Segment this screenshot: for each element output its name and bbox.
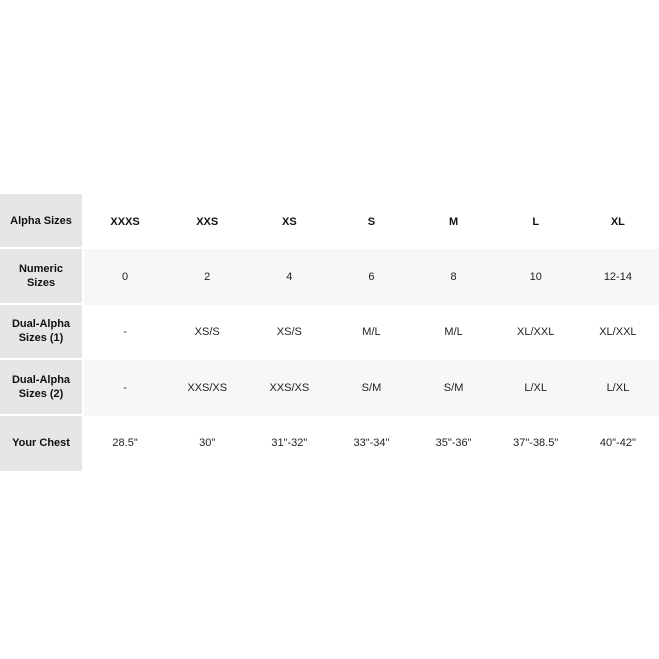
dual-alpha-1-cell: M/L — [444, 326, 463, 339]
numeric-sizes-label: Numeric Sizes — [0, 249, 84, 304]
alpha-size-cell: M — [448, 215, 459, 228]
chest-measurement-cell: 40"-42" — [599, 437, 636, 450]
alpha-size-cell: XXXS — [110, 215, 140, 228]
dual-alpha-2-cell: XXS/XS — [248, 360, 330, 415]
numeric-size-cell: 10 — [495, 249, 577, 304]
chest-measurement-cell: 33"-34" — [353, 437, 390, 450]
dual-alpha-1-cell: XS/S — [276, 326, 302, 339]
numeric-size-cell: 2 — [166, 249, 248, 304]
dual-alpha-1-cell: XL/XXL — [599, 326, 637, 339]
chest-measurement-cell: 35"-36" — [435, 437, 472, 450]
chest-measurement-cell: 31"-32" — [271, 437, 308, 450]
alpha-sizes-label: Alpha Sizes — [0, 194, 84, 249]
alpha-size-cell: XS — [281, 215, 297, 228]
dual-alpha-2-cell: L/XL — [577, 360, 659, 415]
numeric-size-cell: 4 — [248, 249, 330, 304]
numeric-size-cell: 12-14 — [577, 249, 659, 304]
dual-alpha-1-cell: M/L — [362, 326, 381, 339]
numeric-size-cell: 8 — [413, 249, 495, 304]
size-chart-table — [0, 194, 659, 471]
numeric-size-cell: 6 — [330, 249, 412, 304]
alpha-size-cell: L — [532, 215, 540, 228]
your-chest-row — [0, 416, 659, 471]
your-chest-label: Your Chest — [0, 416, 84, 471]
dual-alpha-sizes-2-label: Dual-Alpha Sizes (2) — [0, 360, 84, 415]
alpha-size-cell: XXS — [196, 215, 219, 228]
alpha-sizes-row — [0, 194, 659, 249]
chest-measurement-cell: 30" — [199, 437, 216, 450]
dual-alpha-sizes-1-label: Dual-Alpha Sizes (1) — [0, 305, 84, 360]
dual-alpha-2-cell: S/M — [413, 360, 495, 415]
dual-alpha-1-cell: XS/S — [194, 326, 220, 339]
dual-alpha-sizes-2-row — [0, 360, 659, 415]
numeric-sizes-row — [0, 249, 659, 304]
dual-alpha-1-cell: XL/XXL — [517, 326, 555, 339]
dual-alpha-1-cell: - — [123, 326, 127, 339]
chest-measurement-cell: 37"-38.5" — [513, 437, 559, 450]
dual-alpha-2-cell: L/XL — [495, 360, 577, 415]
numeric-size-cell: 0 — [84, 249, 166, 304]
alpha-size-cell: S — [367, 215, 376, 228]
chest-measurement-cell: 28.5" — [112, 437, 138, 450]
dual-alpha-2-cell: S/M — [330, 360, 412, 415]
dual-alpha-sizes-1-row — [0, 305, 659, 360]
alpha-size-cell: XL — [610, 215, 625, 228]
dual-alpha-2-cell: - — [84, 360, 166, 415]
dual-alpha-2-cell: XXS/XS — [166, 360, 248, 415]
